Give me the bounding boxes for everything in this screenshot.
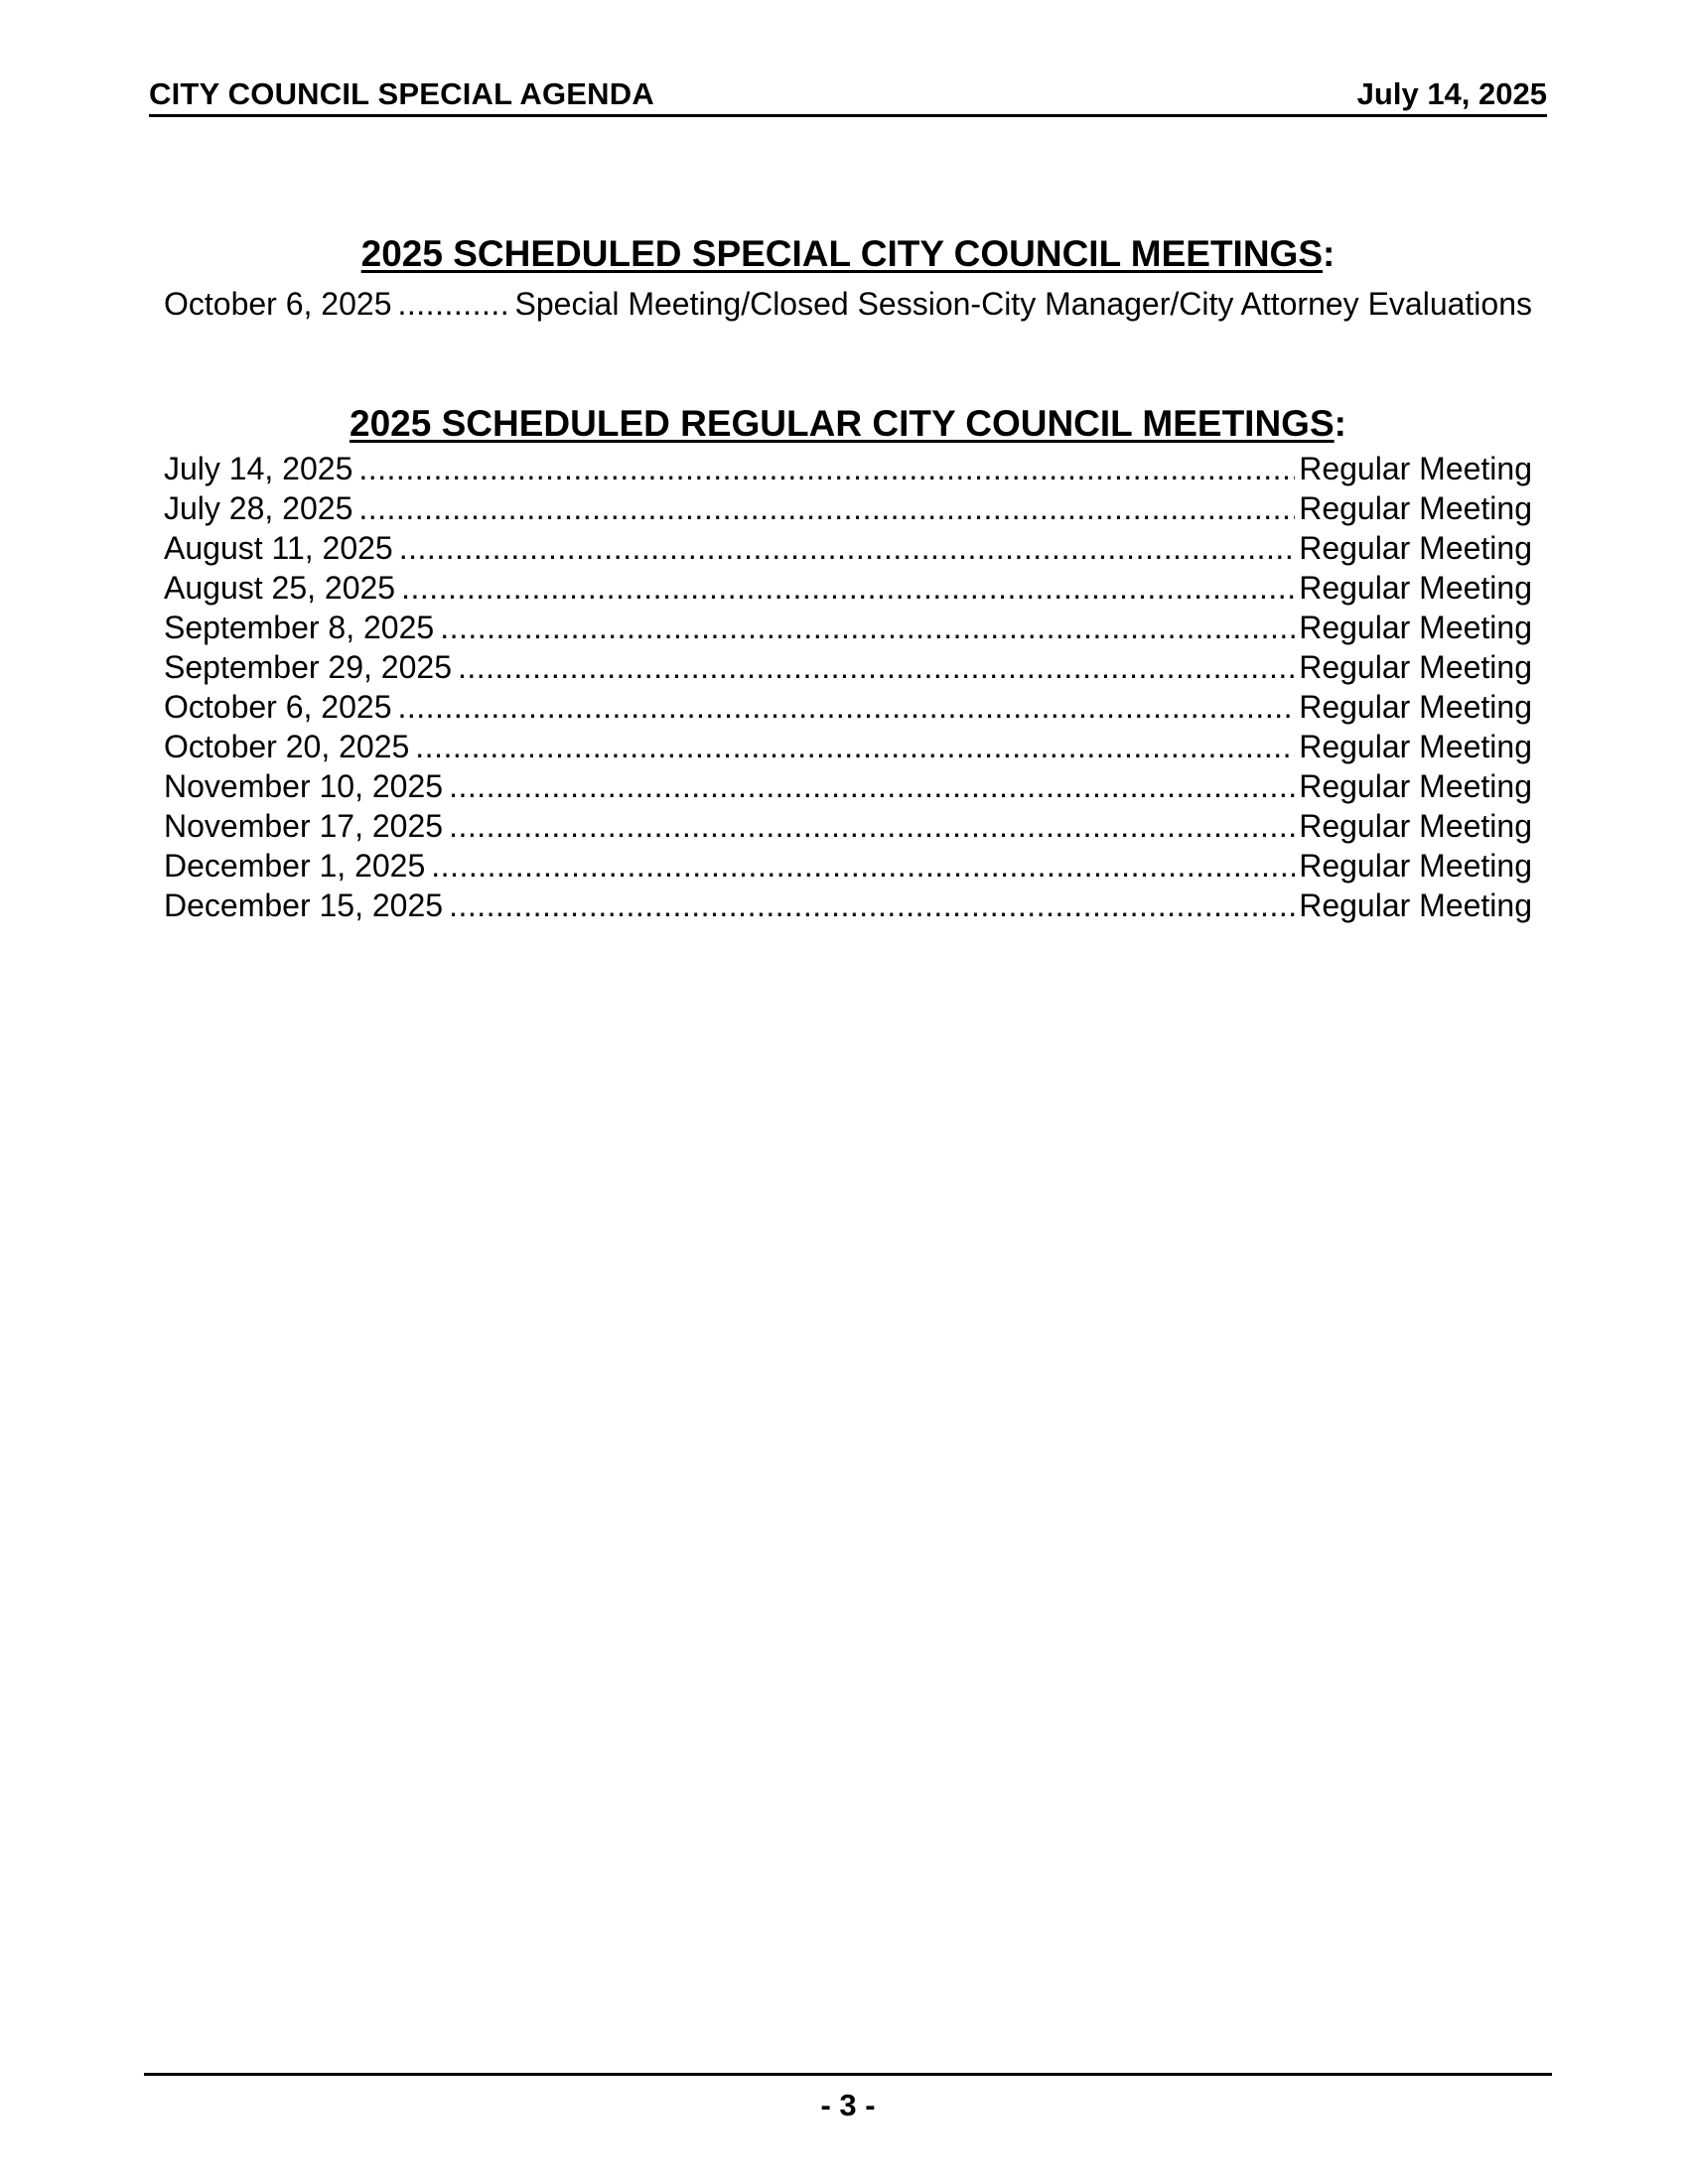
meeting-row xyxy=(164,886,1532,925)
special-meetings-heading-text: 2025 SCHEDULED SPECIAL CITY COUNCIL MEETINGS xyxy=(360,233,1324,274)
meeting-description: Regular Meeting xyxy=(1299,451,1532,486)
meeting-row xyxy=(164,647,1532,687)
dot-leader xyxy=(458,647,1295,687)
meeting-date: October 6, 2025 xyxy=(164,689,392,725)
dot-leader xyxy=(449,806,1295,846)
meeting-description: Regular Meeting xyxy=(1299,490,1532,526)
meeting-row xyxy=(164,608,1532,647)
meeting-row xyxy=(164,846,1532,886)
meeting-row xyxy=(164,528,1532,568)
meeting-date: September 29, 2025 xyxy=(164,649,452,685)
meeting-date: July 28, 2025 xyxy=(164,490,353,526)
meeting-row xyxy=(164,449,1532,488)
meeting-date: August 11, 2025 xyxy=(164,530,393,566)
meeting-date: September 8, 2025 xyxy=(164,610,435,645)
meeting-description: Regular Meeting xyxy=(1299,768,1532,804)
meeting-row xyxy=(164,727,1532,766)
meeting-date: November 17, 2025 xyxy=(164,808,444,844)
meeting-description: Special Meeting/Closed Session-City Manager/City Attorney Evaluations xyxy=(514,286,1532,322)
agenda-title: CITY COUNCIL SPECIAL AGENDA xyxy=(149,76,654,111)
regular-meetings-heading-colon: : xyxy=(1334,403,1346,444)
meeting-row xyxy=(164,488,1532,528)
dot-leader xyxy=(440,608,1295,647)
meeting-description: Regular Meeting xyxy=(1299,649,1532,685)
meeting-row xyxy=(164,806,1532,846)
meeting-description: Regular Meeting xyxy=(1299,808,1532,844)
meeting-row xyxy=(164,568,1532,608)
special-meetings-list xyxy=(164,284,1532,324)
meeting-date: July 14, 2025 xyxy=(164,451,353,486)
dot-leader xyxy=(397,687,1295,727)
meeting-date: October 20, 2025 xyxy=(164,729,410,764)
meeting-date: October 6, 2025 xyxy=(164,286,392,322)
meeting-row xyxy=(164,766,1532,806)
special-meetings-heading xyxy=(149,232,1547,276)
meeting-description: Regular Meeting xyxy=(1299,729,1532,764)
meeting-description: Regular Meeting xyxy=(1299,610,1532,645)
dot-leader xyxy=(449,766,1295,806)
meeting-date: August 25, 2025 xyxy=(164,570,396,606)
meeting-description: Regular Meeting xyxy=(1299,689,1532,725)
regular-meetings-heading-text: 2025 SCHEDULED REGULAR CITY COUNCIL MEETINGS xyxy=(350,403,1335,444)
regular-meetings-heading xyxy=(149,402,1547,446)
meeting-description: Regular Meeting xyxy=(1299,570,1532,606)
dot-leader xyxy=(397,284,510,324)
meeting-date: December 1, 2025 xyxy=(164,848,426,884)
meeting-description: Regular Meeting xyxy=(1299,848,1532,884)
page-footer xyxy=(144,2073,1552,2122)
dot-leader xyxy=(358,449,1295,488)
dot-leader xyxy=(358,488,1295,528)
regular-meetings-list xyxy=(164,449,1532,925)
meeting-date: November 10, 2025 xyxy=(164,768,444,804)
meeting-description: Regular Meeting xyxy=(1299,530,1532,566)
dot-leader xyxy=(449,886,1295,925)
meeting-row xyxy=(164,687,1532,727)
meeting-row xyxy=(164,284,1532,324)
special-meetings-heading-colon: : xyxy=(1323,233,1336,274)
dot-leader xyxy=(431,846,1295,886)
dot-leader xyxy=(399,528,1296,568)
meeting-description: Regular Meeting xyxy=(1299,887,1532,923)
agenda-date: July 14, 2025 xyxy=(1356,76,1547,111)
page-header xyxy=(149,77,1547,117)
page-number: - 3 - xyxy=(820,2088,876,2122)
meeting-date: December 15, 2025 xyxy=(164,887,444,923)
dot-leader xyxy=(401,568,1295,608)
dot-leader xyxy=(415,727,1295,766)
